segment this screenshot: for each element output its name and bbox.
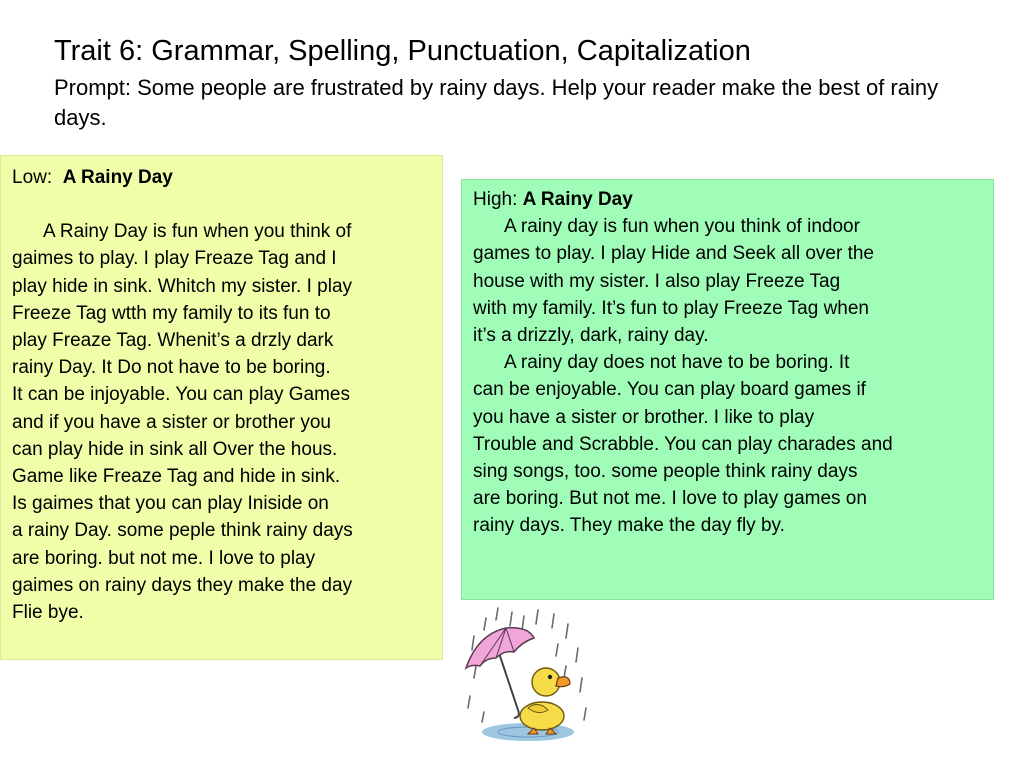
high-sample-line: sing songs, too. some people think rainy days xyxy=(473,461,858,483)
high-sample-line: are boring. But not me. I love to play games on xyxy=(473,488,867,510)
duck-head xyxy=(532,668,560,696)
low-sample-line: a rainy Day. some peple think rainy days xyxy=(12,520,353,542)
slide-title: Trait 6: Grammar, Spelling, Punctuation, Capitalization xyxy=(54,35,751,67)
high-sample-heading xyxy=(473,186,993,213)
high-sample-panel xyxy=(461,179,994,600)
duck-with-umbrella-in-rain-icon xyxy=(462,604,602,754)
low-sample-heading xyxy=(12,164,442,191)
low-sample-line: play hide in sink. Whitch my sister. I play xyxy=(12,275,353,297)
low-sample-line: Flie bye. xyxy=(12,602,84,624)
slide-prompt: Prompt: Some people are frustrated by rainy days. Help your reader make the best of rainy days. xyxy=(54,75,939,130)
low-sample-spacer xyxy=(12,191,442,218)
high-sample-line: it’s a drizzly, dark, rainy day. xyxy=(473,325,709,347)
low-sample-line: gaimes on rainy days they make the day xyxy=(12,574,353,596)
low-sample-line: Game like Freaze Tag and hide in sink. xyxy=(12,466,341,488)
high-sample-line: you have a sister or brother. I like to play xyxy=(473,406,815,428)
low-sample-line: can play hide in sink all Over the hous. xyxy=(12,438,338,460)
high-sample-line: games to play. I play Hide and Seek all over the xyxy=(473,243,874,265)
low-sample-title: A Rainy Day xyxy=(62,167,173,188)
high-sample-title: A Rainy Day xyxy=(522,189,633,210)
umbrella xyxy=(466,628,534,668)
high-sample-line: Trouble and Scrabble. You can play charades and xyxy=(473,433,893,455)
low-sample-line: gaimes to play. I play Freaze Tag and I xyxy=(12,248,337,270)
rain-drops xyxy=(468,608,586,722)
low-sample-line: It can be injoyable. You can play Games xyxy=(12,384,351,406)
low-sample-label: Low: xyxy=(12,167,53,188)
high-sample-line: A rainy day is fun when you think of indoor xyxy=(504,216,860,238)
high-sample-label: High: xyxy=(473,189,518,210)
low-sample-panel xyxy=(0,155,443,660)
high-sample-line: house with my sister. I also play Freeze Tag xyxy=(473,270,841,292)
low-sample-line: A Rainy Day is fun when you think of xyxy=(43,221,352,243)
low-sample-line: are boring. but not me. I love to play xyxy=(12,547,316,569)
high-sample-line: can be enjoyable. You can play board games if xyxy=(473,379,866,401)
low-sample-line: and if you have a sister or brother you xyxy=(12,411,331,433)
low-sample-line: rainy Day. It Do not have to be boring. xyxy=(12,357,331,379)
low-sample-line: Freeze Tag wtth my family to its fun to xyxy=(12,302,331,324)
high-sample-line: A rainy day does not have to be boring. It xyxy=(504,352,850,374)
high-sample-line: with my family. It’s fun to play Freeze Tag when xyxy=(473,297,870,319)
high-sample-line: rainy days. They make the day fly by. xyxy=(473,515,785,537)
low-sample-line: Is gaimes that you can play Iniside on xyxy=(12,493,329,515)
low-sample-line: play Freaze Tag. Whenit’s a drzly dark xyxy=(12,330,334,352)
